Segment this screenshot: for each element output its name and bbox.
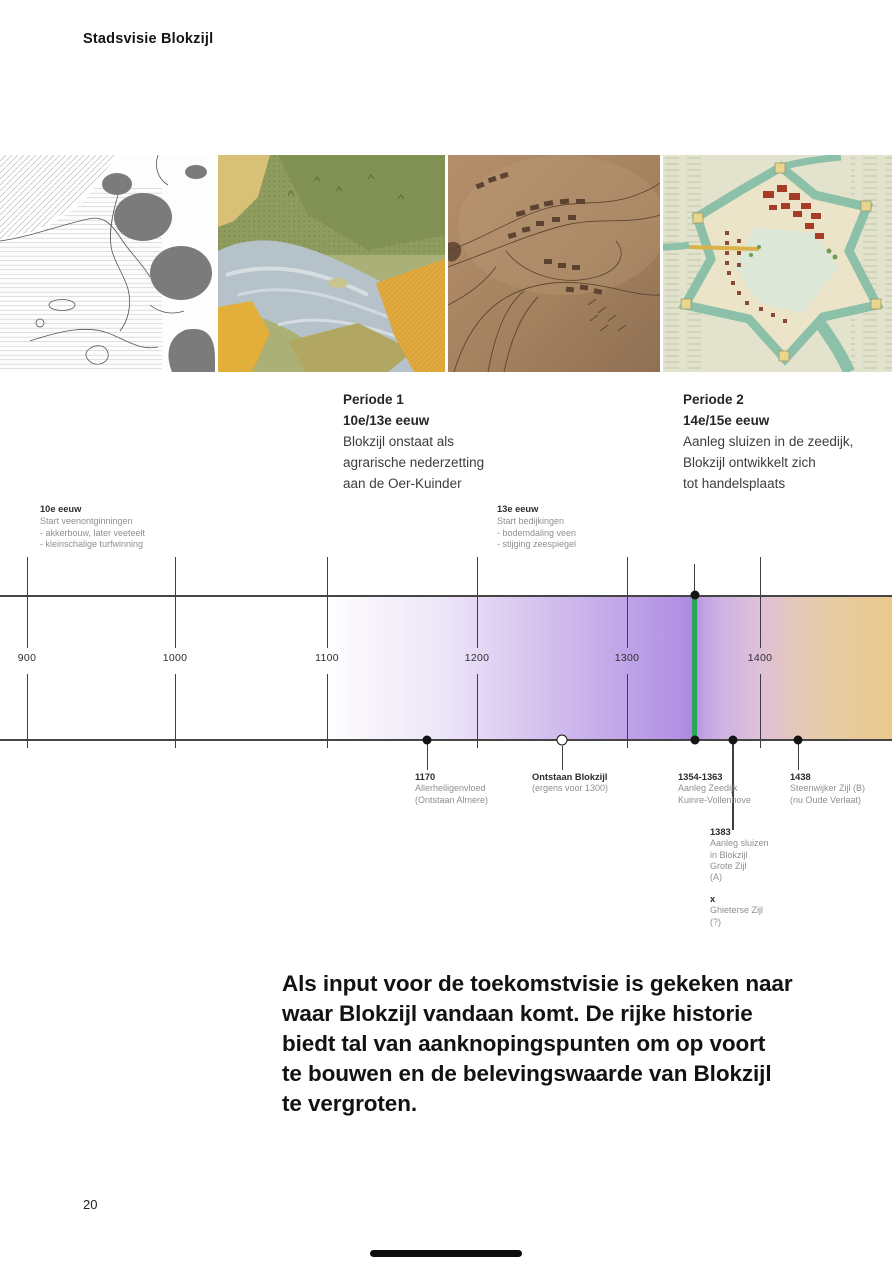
- page-title: Stadsvisie Blokzijl: [83, 31, 214, 47]
- event-line: in Blokzijl: [710, 849, 748, 860]
- antique-map-image: [218, 155, 445, 372]
- connector-1170: [427, 744, 428, 770]
- year-label-1000: 1000: [162, 652, 188, 664]
- connector-1438: [798, 744, 799, 770]
- event-line: Grote Zijl: [710, 860, 747, 871]
- era-note-13e-eeuw: [497, 504, 576, 551]
- year-label-900: 900: [17, 652, 37, 664]
- figure-historic-map-1: [0, 155, 215, 372]
- era-note-line: - kleinschalige turfwinning: [40, 539, 144, 550]
- tick-1400-lower: [760, 674, 761, 748]
- marker-dot-zeedijk-bottom: [691, 736, 700, 745]
- era-note-10e-eeuw: [40, 504, 145, 551]
- event-line: Aanleg Zeedijk: [678, 783, 738, 794]
- year-label-1200: 1200: [464, 652, 490, 664]
- connector-ontstaan-blokzijl: [562, 746, 563, 770]
- event-line: Kuinre-Vollenhove: [678, 794, 752, 805]
- tick-1100-upper: [327, 557, 328, 648]
- period-1-line: agrarische nederzetting: [343, 455, 485, 470]
- period-2-line: Blokzijl ontwikkelt zich: [683, 455, 816, 470]
- marker-dot-ontstaan-blokzijl: [557, 735, 568, 746]
- timeline-bottom-line: [0, 739, 892, 741]
- period-2-title: Periode 2: [683, 392, 744, 407]
- period-2-block: [683, 389, 853, 494]
- period-1-line: aan de Oer-Kuinder: [343, 476, 462, 491]
- tick-1400-upper: [760, 557, 761, 648]
- body-line: Als input voor de toekomstvisie is gekeken naar: [282, 971, 793, 996]
- event-line: (?): [710, 916, 721, 927]
- year-label-1300: 1300: [614, 652, 640, 664]
- event-line: Ghieterse Zijl: [710, 905, 764, 916]
- era-note-title: 10e eeuw: [40, 504, 82, 514]
- period-1-block: [343, 389, 484, 494]
- tick-900-upper: [27, 557, 28, 648]
- tick-1200-lower: [477, 674, 478, 748]
- event-title: Ontstaan Blokzijl: [532, 772, 608, 782]
- event-line: (nu Oude Verlaat): [790, 794, 862, 805]
- era-note-line: - akkerbouw, later veeteelt: [40, 527, 146, 538]
- tick-1200-upper: [477, 557, 478, 648]
- event-line: Steenwijker Zijl (B): [790, 783, 866, 794]
- marker-dot-1438: [794, 736, 803, 745]
- event-ontstaan-blokzijl: [532, 772, 608, 795]
- era-note-line: - stijging zeespiegel: [497, 539, 577, 550]
- fortress-map-image: [663, 155, 892, 372]
- event-line: Allerheiligenvloed: [415, 783, 486, 794]
- sketch-map-image: [0, 155, 215, 372]
- tick-1300-lower: [627, 674, 628, 748]
- tick-900-lower: [27, 674, 28, 748]
- era-note-line: Start bedijkingen: [497, 515, 565, 526]
- figure-strip: [0, 155, 892, 372]
- page-number: 20: [83, 1197, 98, 1212]
- body-line: te vergroten.: [282, 1091, 417, 1116]
- timeline-highlight-bar: [692, 595, 697, 740]
- event-ghieterse-zijl: [710, 894, 763, 928]
- period-2-line: tot handelsplaats: [683, 476, 786, 491]
- event-title: 1438: [790, 772, 811, 782]
- timeline-gradient-band: [0, 596, 892, 739]
- event-line: Aanleg sluizen: [710, 838, 769, 849]
- figure-historic-map-3: [448, 155, 660, 372]
- figure-historic-map-2: [218, 155, 445, 372]
- tick-1000-upper: [175, 557, 176, 648]
- era-note-title: 13e eeuw: [497, 504, 539, 514]
- event-1354-1363: [678, 772, 751, 806]
- event-line: (A): [710, 872, 722, 883]
- event-1383: [710, 827, 769, 883]
- event-1438: [790, 772, 865, 806]
- event-line: (ergens voor 1300): [532, 783, 609, 794]
- year-label-1400: 1400: [747, 652, 773, 664]
- sepia-drawing-image: [448, 155, 660, 372]
- event-line: (Ontstaan Almere): [415, 794, 489, 805]
- body-paragraph: [282, 969, 792, 1119]
- era-note-line: Start veenontginningen: [40, 515, 133, 526]
- period-2-era: 14e/15e eeuw: [683, 413, 770, 428]
- marker-dot-zeedijk-top: [691, 591, 700, 600]
- event-1170: [415, 772, 488, 806]
- period-2-line: Aanleg sluizen in de zeedijk,: [683, 434, 854, 449]
- event-title: 1354-1363: [678, 772, 723, 782]
- tick-1100-lower: [327, 674, 328, 748]
- body-line: te bouwen en de belevingswaarde van Blokzijl: [282, 1061, 772, 1086]
- body-line: waar Blokzijl vandaan komt. De rijke historie: [282, 1001, 753, 1026]
- event-title: 1383: [710, 827, 731, 837]
- event-title: x: [710, 894, 716, 904]
- marker-dot-1170: [423, 736, 432, 745]
- tick-1300-upper: [627, 557, 628, 648]
- home-indicator[interactable]: [370, 1250, 522, 1257]
- era-note-line: - bodemdaling veen: [497, 527, 577, 538]
- marker-dot-1383: [729, 736, 738, 745]
- timeline-top-line: [0, 595, 892, 597]
- tick-1000-lower: [175, 674, 176, 748]
- period-1-era: 10e/13e eeuw: [343, 413, 430, 428]
- body-line: biedt tal van aanknopingspunten om op voort: [282, 1031, 766, 1056]
- event-title: 1170: [415, 772, 436, 782]
- period-1-title: Periode 1: [343, 392, 404, 407]
- figure-historic-map-4: [663, 155, 892, 372]
- year-label-1100: 1100: [315, 652, 339, 664]
- period-1-line: Blokzijl onstaat als: [343, 434, 455, 449]
